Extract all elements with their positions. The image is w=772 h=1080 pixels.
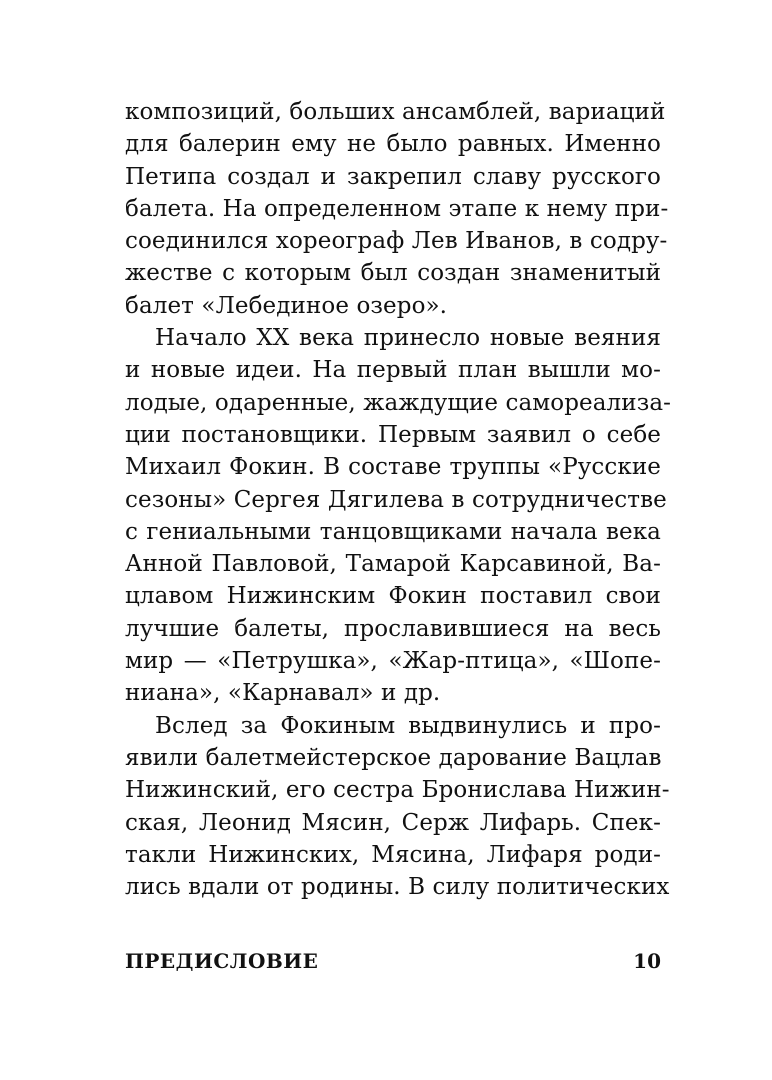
text-line: жестве с которым был создан знаменитый [125,260,661,287]
text-line: ниана», «Карнавал» и др. [125,680,441,707]
text-line: и новые идеи. На первый план вышли мо- [125,357,661,384]
text-line: Анной Павловой, Тамарой Карсавиной, Ва- [125,551,661,578]
text-line: явили балетмейстерское дарование Вацлав [125,744,662,771]
text-line: Петипа создал и закрепил славу русского [125,163,661,190]
text-line: Вслед за Фокиным выдвинулись и про- [155,712,661,739]
text-line: с гениальными танцовщиками начала века [125,518,661,545]
text-line: балет «Лебединое озеро». [125,292,448,319]
text-line: ская, Леонид Мясин, Серж Лифарь. Спек- [125,809,661,836]
text-line: Начало XX века принесло новые веяния [155,325,661,352]
running-footer-title: ПРЕДИСЛОВИЕ [125,949,319,973]
text-line: Михаил Фокин. В составе труппы «Русские [125,454,661,481]
page-footer [125,949,661,973]
paragraph-2 [125,322,672,710]
text-line: балета. На определенном этапе к нему при- [125,195,669,222]
text-line: цлавом Нижинским Фокин поставил свои [125,583,661,610]
text-line: Нижинский, его сестра Бронислава Нижин- [125,777,670,804]
text-line: лись вдали от родины. В силу политических [125,874,670,901]
text-line: мир — «Петрушка», «Жар-птица», «Шопе- [125,648,661,675]
paragraph-1 [125,96,669,322]
text-line: лодые, одаренные, жаждущие самореализа- [125,389,672,416]
text-line: ции постановщики. Первым заявил о себе [125,421,661,448]
book-page [125,96,672,1016]
text-line: композиций, больших ансамблей, вариаций [125,99,666,125]
body-text [125,96,672,903]
text-line: такли Нижинских, Мясина, Лифаря роди- [125,841,661,868]
text-line: лучшие балеты, прославившиеся на весь [125,615,661,642]
text-line: соединился хореограф Лев Иванов, в содру- [125,228,668,255]
paragraph-3 [125,710,670,904]
text-line: сезоны» Сергея Дягилева в сотрудничестве [125,486,667,513]
text-line: для балерин ему не было равных. Именно [125,131,661,158]
page-number: 10 [633,949,661,973]
